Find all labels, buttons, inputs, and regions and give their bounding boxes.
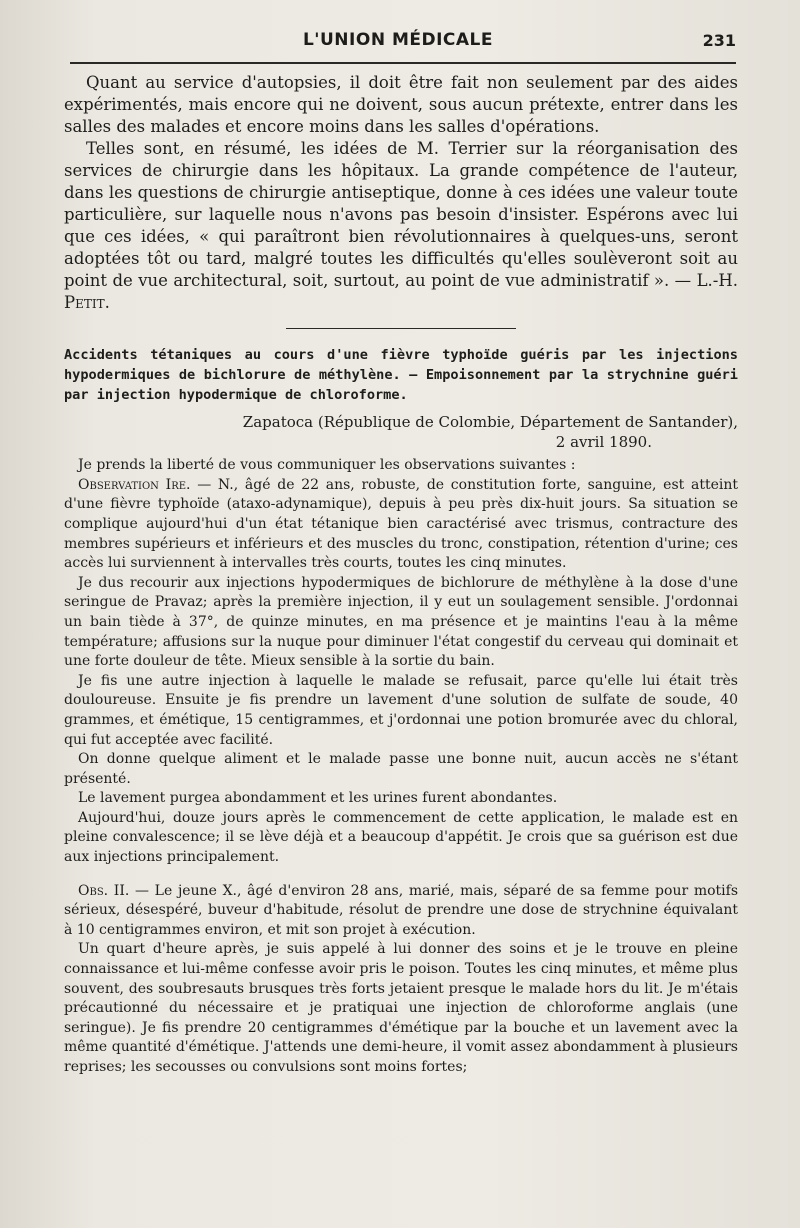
observation-1-text: — N., âgé de 22 ans, robuste, de constitution forte, sanguine, est atteint d'une fièvre typhoïde (ataxo-adynamique), depuis à peu près dix-huit jours. Sa situation se complique aujourd'hui d'un état tétanique bien caractérisé avec trismus, contracture des membres supérieurs et inférieurs et des muscles du tronc, constipation, rétention d'urine; ces accès lui surviennent à intervalles très courts, toutes les cinq minutes. — [64, 476, 738, 572]
paragraph-intro: Je prends la liberté de vous communiquer les observations suivantes : — [78, 457, 576, 474]
observation-1-p5: Le lavement purgea abondamment et les urines furent abondantes. — [78, 790, 558, 807]
page-body — [64, 72, 738, 1078]
observation-1-p4: On donne quelque aliment et le malade passe une bonne nuit, aucun accès ne s'étant présenté. — [64, 751, 738, 787]
observation-2-p2: Un quart d'heure après, je suis appelé à lui donner des soins et je le trouve en pleine connaissance et lui-même confesse avoir pris le poison. Toutes les cinq minutes, et même plus souvent, des soubresauts brusques très forts jetaient presque le malade hors du lit. Je m'étais précautionné du nécessaire et je pratiquai une injection de chloroforme anglais (une seringue). Je fis prendre 20 centigrammes d'émétique par la bouche et un lavement avec la même quantité d'émétique. J'attends une demi-heure, il vomit assez abondamment à plusieurs reprises; les secousses ou convulsions sont moins fortes; — [64, 941, 738, 1075]
section-separator — [286, 328, 516, 329]
paragraph-autopsies: Quant au service d'autopsies, il doit être fait non seulement par des aides expérimentés, mais encore qui ne doivent, sous aucun prétexte, entrer dans les salles des malades et encore moins dans les salles d'opérations. — [64, 73, 738, 136]
summary-text: Telles sont, en résumé, les idées de M. Terrier sur la réorganisation des services de chirurgie dans les hôpitaux. La grande compétence de l'auteur, dans les questions de chirurgie antiseptique, donne à ces idées une valeur toute particulière, sur laquelle nous n'avons pas besoin d'insister. Espérons avec lui que ces idées, « qui paraîtront bien révolutionnaires à quelques-uns, seront adoptées tôt ou tard, malgré toutes les difficultés qu'elles soulèveront soit au point de vue architectural, soit, surtout, au point de vue administratif ». — — [64, 139, 738, 290]
observation-2-label: Obs. II. — [78, 882, 130, 899]
observation-1-p6: Aujourd'hui, douze jours après le commencement de cette application, le malade est en pleine convalescence; il se lève déjà et a beaucoup d'appétit. Je crois que sa guérison est due aux injections principalement. — [64, 809, 738, 866]
observation-2-p1 — [64, 882, 738, 941]
observation-1-label: Observation Ire. — [78, 476, 191, 493]
journal-title: L'UNION MÉDICALE — [302, 30, 494, 50]
header-rule — [70, 62, 736, 64]
observation-1-p3: Je fis une autre injection à laquelle le malade se refusait, parce qu'elle lui était très douloureuse. Ensuite je fis prendre un lavement d'une solution de sulfate de soude, 40 grammes, et émétique, 15 centigrammes, et j'ordonnai une potion bromurée avec du chloral, qui fut acceptée avec facilité. — [64, 672, 738, 748]
observation-2-text: — Le jeune X., âgé d'environ 28 ans, marié, mais, séparé de sa femme pour motifs sérieux, désespéré, buveur d'habitude, résolut de prendre une dose de strychnine équivalant à 10 centigrammes environ, et mit son projet à exécution. — [64, 882, 739, 938]
observation-1-p2: Je dus recourir aux injections hypodermiques de bichlorure de méthylène à la dose d'une seringue de Pravaz; après la première injection, il y eut un soulagement sensible. J'ordonnai un bain tiède à 37°, de quinze minutes, en ma présence et je maintins l'eau à la même température; affusions sur la nuque pour diminuer l'état congestif du cerveau qui dominait et une forte douleur de tête. Mieux sensible à la sortie du bain. — [64, 574, 738, 670]
article-place: Zapatoca (République de Colombie, Département de Santander), — [242, 413, 738, 431]
paragraph-gap — [64, 868, 738, 882]
observation-1-p1 — [64, 476, 738, 574]
article-date: 2 avril 1890. — [555, 432, 652, 451]
author-signature: L.-H. Petit. — [64, 271, 738, 312]
page-number: 231 — [702, 31, 736, 50]
paragraph-summary — [64, 138, 738, 314]
running-header — [60, 28, 736, 58]
article-title: Accidents tétaniques au cours d'une fièvre typhoïde guéris par les injections hypodermiques de bichlorure de méthylène. — Empoisonnement par la strychnine guéri par injection hypodermique de chloroforme. — [64, 347, 738, 403]
